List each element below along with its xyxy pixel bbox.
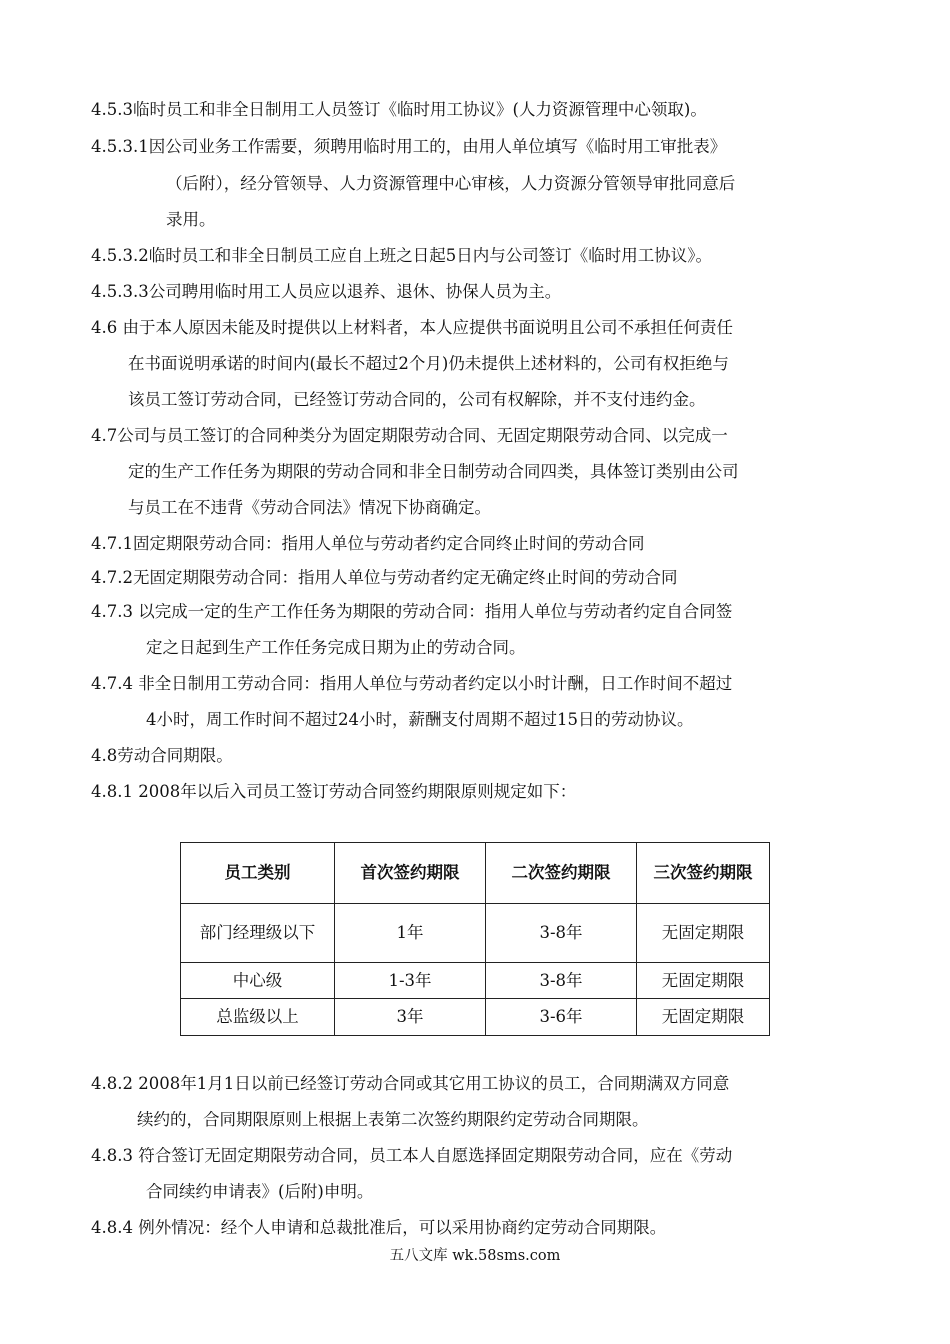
- table-cell: 无固定期限: [637, 999, 770, 1036]
- clause-4-7-line2: 定的生产工作任务为期限的劳动合同和非全日制劳动合同四类，具体签订类别由公司: [128, 462, 739, 481]
- clause-4-5-3-1-line3: 录用。: [166, 210, 216, 229]
- clause-4-6-line3: 该员工签订劳动合同，已经签订劳动合同的，公司有权解除，并不支付违约金。: [128, 390, 706, 409]
- table-cell: 3年: [335, 999, 486, 1036]
- header-employee-category: 员工类别: [181, 843, 335, 904]
- header-first-term: 首次签约期限: [335, 843, 486, 904]
- clause-4-8-3-line1: 4.8.3 符合签订无固定期限劳动合同，员工本人自愿选择固定期限劳动合同，应在《劳动: [91, 1146, 733, 1165]
- table-cell: 3-8年: [486, 963, 637, 999]
- footer-watermark: 五八文库 wk.58sms.com: [389, 1248, 561, 1264]
- clause-4-7-3-line1: 4.7.3 以完成一定的生产工作任务为期限的劳动合同：指用人单位与劳动者约定自合同签: [91, 602, 733, 621]
- clause-4-8-2-line2: 续约的，合同期限原则上根据上表第二次签约期限约定劳动合同期限。: [137, 1110, 649, 1129]
- table-cell: 中心级: [181, 963, 335, 999]
- table-cell: 3-6年: [486, 999, 637, 1036]
- clause-4-8-4: 4.8.4 例外情况：经个人申请和总裁批准后，可以采用协商约定劳动合同期限。: [91, 1218, 667, 1237]
- clause-4-6-line1: 4.6 由于本人原因未能及时提供以上材料者，本人应提供书面说明且公司不承担任何责任: [91, 318, 733, 337]
- clause-4-5-3-1-line1: 4.5.3.1因公司业务工作需要，须聘用临时用工的，由用人单位填写《临时用工审批表》: [91, 137, 727, 156]
- clause-4-7-1: 4.7.1固定期限劳动合同：指用人单位与劳动者约定合同终止时间的劳动合同: [91, 534, 645, 553]
- table-row: [181, 963, 770, 999]
- table-cell: 1-3年: [335, 963, 486, 999]
- clause-4-7-4-line2: 4小时，周工作时间不超过24小时，薪酬支付周期不超过15日的劳动协议。: [146, 710, 694, 729]
- clause-4-7-4-line1: 4.7.4 非全日制用工劳动合同：指用人单位与劳动者约定以小时计酬，日工作时间不超过: [91, 674, 733, 693]
- clause-4-7-line3: 与员工在不违背《劳动合同法》情况下协商确定。: [128, 498, 491, 517]
- clause-4-8-1: 4.8.1 2008年以后入司员工签订劳动合同签约期限原则规定如下：: [91, 782, 577, 801]
- clause-4-5-3: 4.5.3临时员工和非全日制用工人员签订《临时用工协议》(人力资源管理中心领取)。: [91, 100, 707, 119]
- table-cell: 1年: [335, 904, 486, 963]
- header-third-term: 三次签约期限: [637, 843, 770, 904]
- clause-4-5-3-3: 4.5.3.3公司聘用临时用工人员应以退养、退休、协保人员为主。: [91, 282, 562, 301]
- table-header-row: [181, 843, 770, 904]
- table-cell: 总监级以上: [181, 999, 335, 1036]
- clause-4-5-3-2: 4.5.3.2临时员工和非全日制员工应自上班之日起5日内与公司签订《临时用工协议》。: [91, 246, 712, 265]
- header-second-term: 二次签约期限: [486, 843, 637, 904]
- table-cell: 部门经理级以下: [181, 904, 335, 963]
- clause-4-7-3-line2: 定之日起到生产工作任务完成日期为止的劳动合同。: [146, 638, 526, 657]
- clause-4-7-2: 4.7.2无固定期限劳动合同：指用人单位与劳动者约定无确定终止时间的劳动合同: [91, 568, 678, 587]
- table-cell: 无固定期限: [637, 904, 770, 963]
- contract-term-table: [180, 842, 770, 1036]
- table-cell: 无固定期限: [637, 963, 770, 999]
- clause-4-8-3-line2: 合同续约申请表》(后附)申明。: [146, 1182, 374, 1201]
- table-row: [181, 999, 770, 1036]
- clause-4-8: 4.8劳动合同期限。: [91, 746, 233, 765]
- clause-4-8-2-line1: 4.8.2 2008年1月1日以前已经签订劳动合同或其它用工协议的员工，合同期满双方同意: [91, 1074, 730, 1093]
- table-cell: 3-8年: [486, 904, 637, 963]
- table-row: [181, 904, 770, 963]
- clause-4-5-3-1-line2: （后附），经分管领导、人力资源管理中心审核，人力资源分管领导审批同意后: [166, 174, 736, 193]
- clause-4-7-line1: 4.7公司与员工签订的合同种类分为固定期限劳动合同、无固定期限劳动合同、以完成一: [91, 426, 728, 445]
- clause-4-6-line2: 在书面说明承诺的时间内(最长不超过2个月)仍未提供上述材料的，公司有权拒绝与: [128, 354, 729, 373]
